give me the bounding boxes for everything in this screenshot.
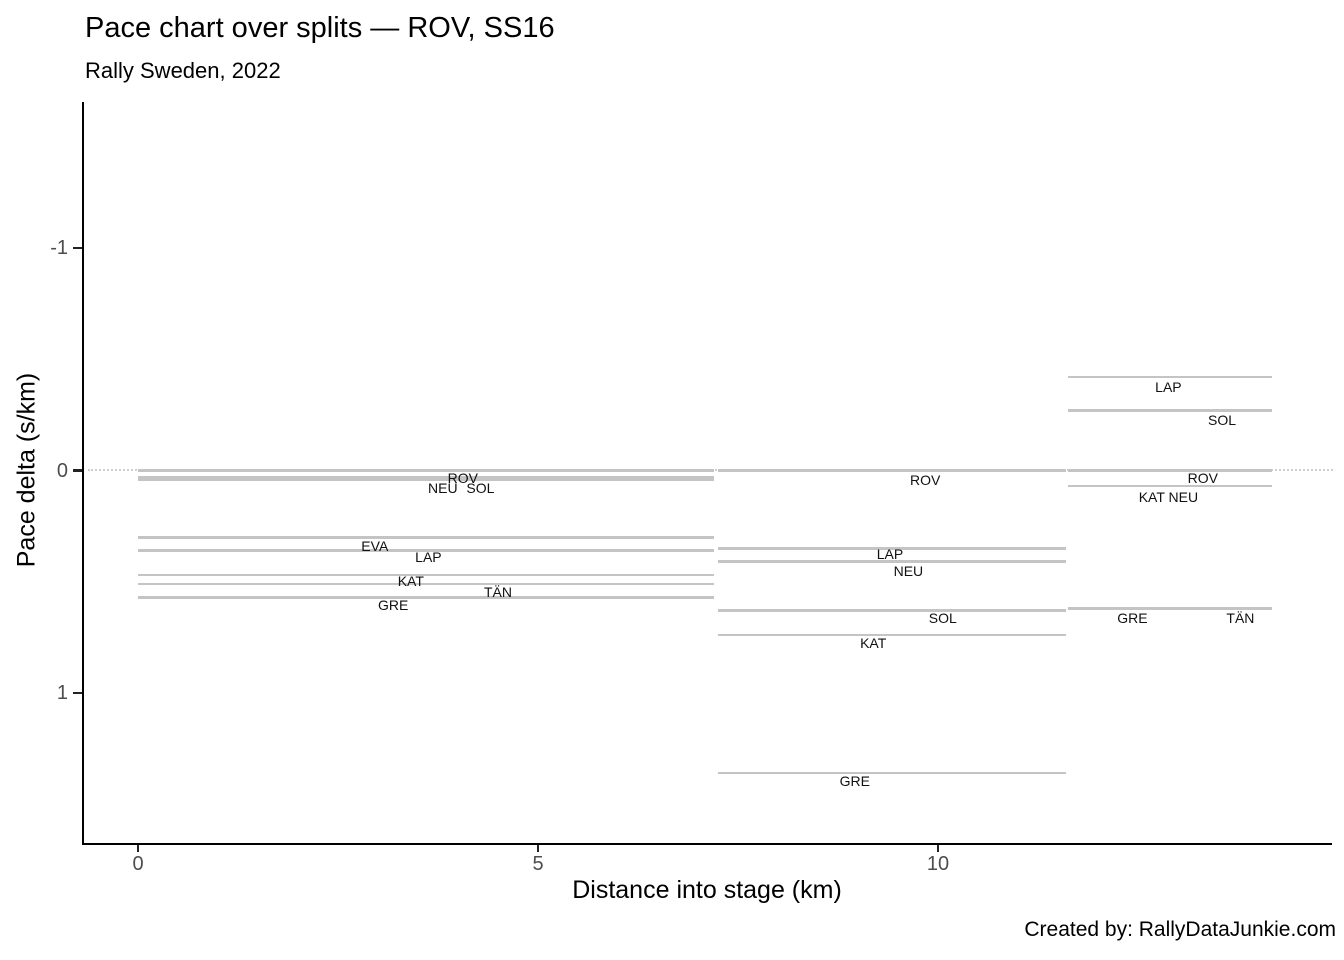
x-tick-label: 0: [132, 853, 144, 875]
y-tick-label: -1: [50, 237, 68, 259]
y-tick-mark: [73, 469, 82, 472]
y-tick-mark: [73, 247, 82, 250]
driver-label: GRE: [378, 596, 409, 613]
pace-segment: [1068, 469, 1273, 472]
y-axis-line: [82, 102, 85, 845]
y-axis-title: Pace delta (s/km): [12, 372, 41, 568]
pace-segment: [138, 574, 714, 577]
driver-label: LAP: [415, 549, 442, 566]
driver-label: SOL: [466, 480, 495, 497]
pace-segment: [718, 634, 1066, 637]
y-tick-label: 1: [56, 682, 68, 704]
x-tick-label: 10: [926, 853, 950, 875]
driver-label: TÄN: [484, 583, 512, 600]
y-tick-label: 0: [56, 459, 68, 482]
pace-segment: [718, 772, 1066, 775]
driver-label: ROV: [910, 472, 941, 489]
driver-label: KAT NEU: [1138, 488, 1199, 505]
driver-label: EVA: [361, 537, 389, 554]
driver-label: GRE: [839, 772, 870, 789]
driver-label: SOL: [928, 610, 957, 627]
credit-text: Created by: RallyDataJunkie.com: [1024, 918, 1336, 941]
pace-segment: [138, 536, 714, 539]
pace-segment: [718, 609, 1066, 612]
driver-label: ROV: [1187, 470, 1218, 487]
driver-label: NEU: [893, 563, 924, 580]
x-axis-title: Distance into stage (km): [572, 876, 842, 904]
y-tick-mark: [73, 692, 82, 695]
x-tick-label: 5: [532, 853, 544, 875]
x-axis-line: [82, 843, 1333, 846]
driver-label: KAT: [860, 634, 887, 651]
pace-segment: [138, 596, 714, 599]
pace-segment: [138, 469, 714, 472]
driver-label: LAP: [1155, 379, 1182, 396]
chart-title: Pace chart over splits — ROV, SS16: [85, 12, 555, 44]
driver-label: NEU: [428, 480, 458, 497]
driver-label: GRE: [1117, 610, 1148, 627]
pace-segment: [1068, 485, 1273, 488]
pace-segment: [138, 478, 714, 481]
driver-label: SOL: [1207, 411, 1237, 428]
pace-segment: [138, 583, 714, 586]
pace-segment: [1068, 376, 1273, 379]
driver-label: LAP: [876, 545, 904, 562]
driver-label: ROV: [447, 470, 478, 487]
chart-subtitle: Rally Sweden, 2022: [85, 58, 281, 83]
driver-label: TÄN: [1226, 610, 1255, 627]
x-tick-mark: [937, 845, 940, 852]
x-tick-mark: [137, 845, 140, 852]
pace-segment: [1068, 409, 1273, 412]
x-tick-mark: [537, 845, 540, 852]
pace-segment: [718, 469, 1066, 472]
driver-label: KAT: [397, 573, 424, 590]
